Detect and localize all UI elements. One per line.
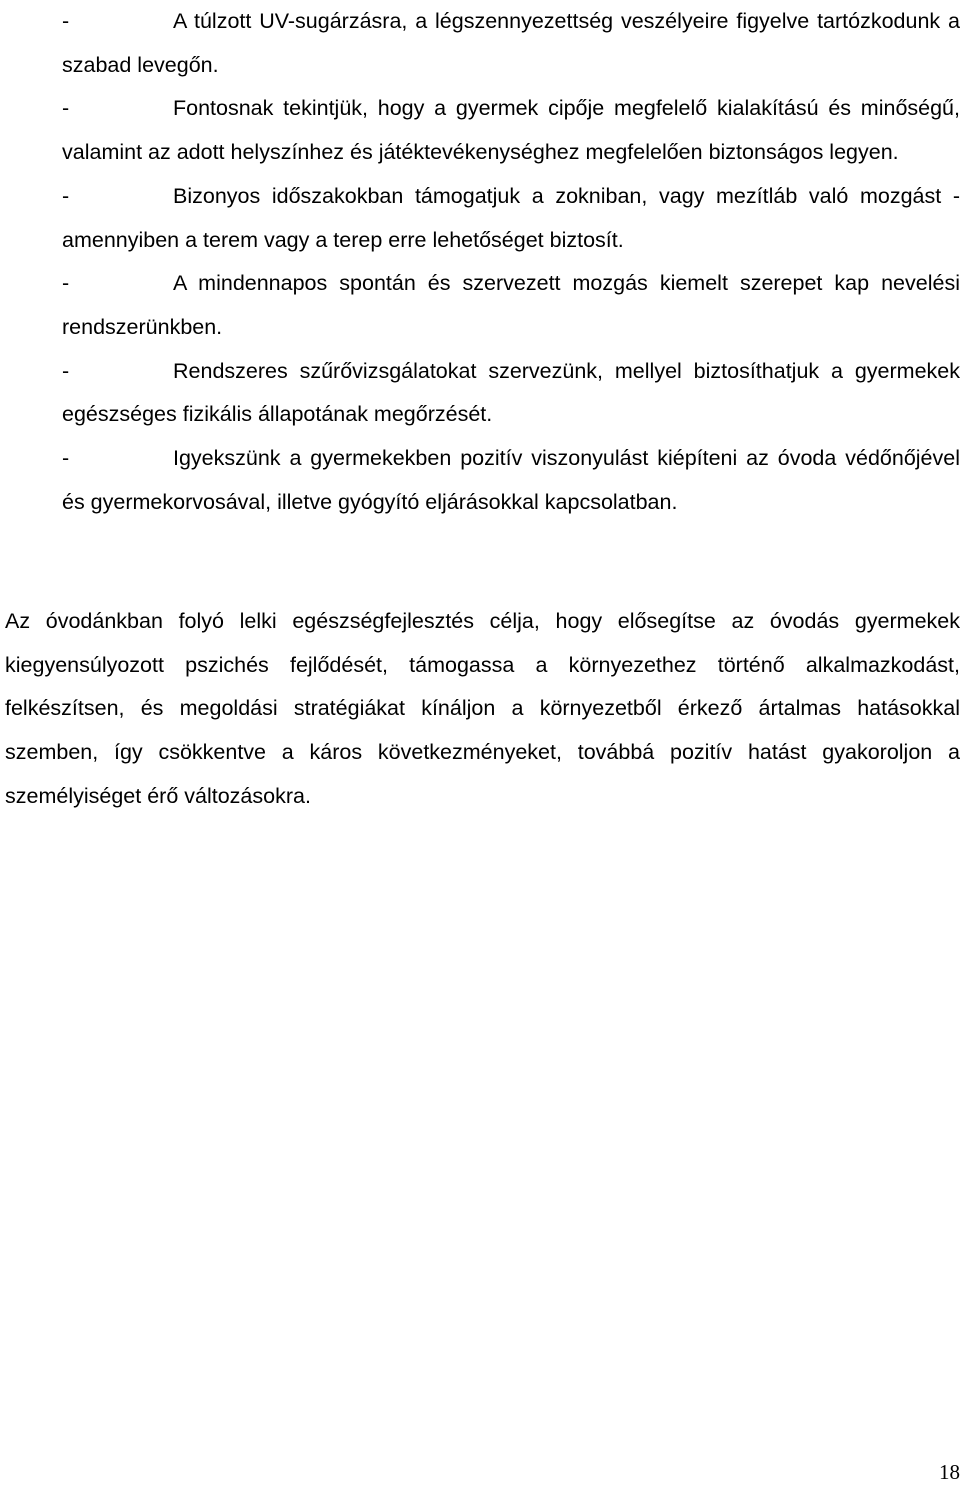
bullet-text: Fontosnak tekintjük, hogy a gyermek cipője megfelelő kialakítású és minőségű, valamint az adott helyszínhez és játéktevékenységhez megfelelően biztonságos legyen. xyxy=(62,96,960,165)
bullet-list xyxy=(0,0,960,524)
bullet-dash: - xyxy=(62,96,70,121)
bullet-item xyxy=(0,262,960,349)
bullet-text: Bizonyos időszakokban támogatjuk a zokniban, vagy mezítláb való mozgást - amennyiben a terem vagy a terep erre lehetőséget biztosít. xyxy=(62,183,960,252)
bullet-item xyxy=(0,175,960,262)
bullet-dash: - xyxy=(62,9,70,33)
bullet-text: Rendszeres szűrővizsgálatokat szervezünk, mellyel biztosíthatjuk a gyermekek egészséges fizikális állapotának megőrzését. xyxy=(62,358,960,427)
bullet-item xyxy=(0,87,960,174)
bullet-dash: - xyxy=(62,446,70,471)
page-number: 18 xyxy=(939,1460,960,1484)
bullet-dash: - xyxy=(62,271,70,296)
bullet-text: A mindennapos spontán és szervezett mozgás kiemelt szerepet kap nevelési rendszerünkben. xyxy=(62,271,960,339)
bullet-item xyxy=(0,437,960,524)
bullet-dash: - xyxy=(62,358,70,383)
body-paragraph: Az óvodánkban folyó lelki egészségfejlesztés célja, hogy elősegítse az óvodás gyermekek kiegyensúlyozott pszichés fejlődését, támogassa a környezethez történő alkalmazkodást, felkészítsen, és megoldási stratégiákat kínáljon a környezetből érkező ártalmas hatásokkal szemben, így csökkentve a káros következményeket, továbbá pozitív hatást gyakoroljon a személyiséget érő változásokra. xyxy=(5,609,960,808)
bullet-item xyxy=(0,0,960,87)
bullet-text: Igyekszünk a gyermekekben pozitív viszonyulást kiépíteni az óvoda védőnőjével és gyermekorvosával, illetve gyógyító eljárásokkal kapcsolatban. xyxy=(62,446,960,514)
bullet-text: A túlzott UV-sugárzásra, a légszennyezettség veszélyeire figyelve tartózkodunk a szabad levegőn. xyxy=(62,9,960,77)
bullet-dash: - xyxy=(62,183,70,208)
bullet-item xyxy=(0,350,960,437)
